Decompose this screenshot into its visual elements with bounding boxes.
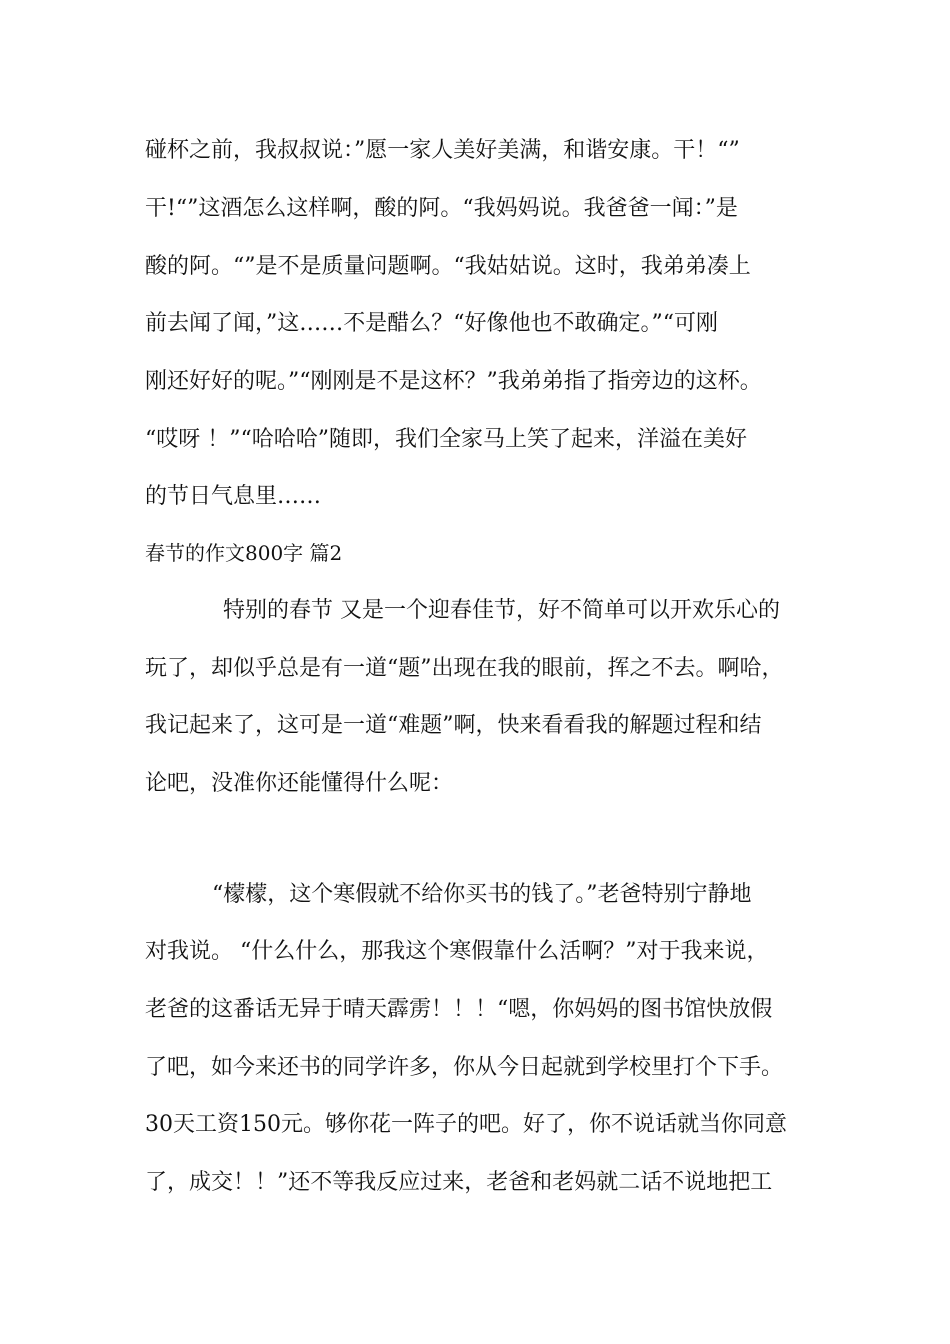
paragraph-1-line-3: 酸的阿。“”是不是质量问题啊。“我姑姑说。这时，我弟弟凑上 — [145, 254, 751, 279]
paragraph-3-line-3: 老爸的这番话无异于晴天霹雳！！！“嗯，你妈妈的图书馆快放假 — [145, 997, 773, 1022]
paragraph-1-line-7: 的节日气息里…… — [145, 484, 322, 509]
paragraph-1-line-6: “哎呀 ！”“哈哈哈”随即，我们全家马上笑了起来，洋溢在美好 — [145, 427, 747, 452]
paragraph-1-line-2: 干!“”这酒怎么这样啊，酸的阿。“我妈妈说。我爸爸一闻：”是 — [145, 196, 738, 221]
paragraph-3-line-4: 了吧，如今来还书的同学许多，你从今日起就到学校里打个下手。 — [145, 1055, 784, 1080]
paragraph-1-line-5: 刚还好好的呢。”“刚刚是不是这杯？”我弟弟指了指旁边的这杯。 — [145, 369, 762, 394]
paragraph-3-line-6: 了，成交！！”还不等我反应过来，老爸和老妈就二话不说地把工 — [145, 1170, 773, 1195]
paragraph-3-line-1: “檬檬，这个寒假就不给你买书的钱了。”老爸特别宁静地 — [212, 882, 752, 907]
paragraph-3-line-5: 30天工资150元。够你花一阵子的吧。好了，你不说话就当你同意 — [145, 1112, 787, 1137]
paragraph-2-line-1: 特别的春节 又是一个迎春佳节，好不简单可以开欢乐心的 — [223, 598, 780, 623]
paragraph-1-line-4: 前去闻了闻，”这……不是醋么？“好像他也不敢确定。”“可刚 — [145, 311, 718, 336]
paragraph-1-line-1: 碰杯之前，我叔叔说：”愿一家人美好美满，和谐安康。干！“” — [145, 138, 740, 163]
section-heading: 春节的作文800字 篇2 — [145, 541, 343, 565]
paragraph-2-line-4: 论吧，没准你还能懂得什么呢： — [145, 771, 454, 796]
paragraph-3-line-2: 对我说。 “什么什么，那我这个寒假靠什么活啊？”对于我来说， — [145, 939, 769, 964]
paragraph-2-line-2: 玩了，却似乎总是有一道“题”出现在我的眼前，挥之不去。啊哈， — [145, 656, 784, 681]
paragraph-2-line-3: 我记起来了，这可是一道“难题”啊，快来看看我的解题过程和结 — [145, 713, 762, 738]
